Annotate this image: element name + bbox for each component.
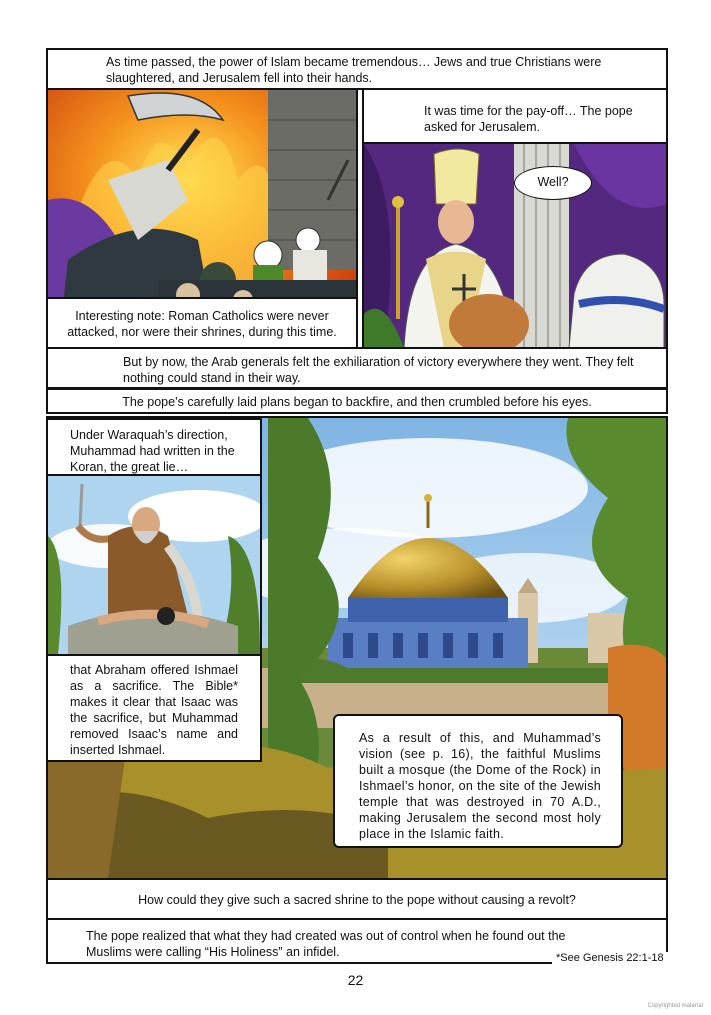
caption-dome: [333, 714, 623, 848]
caption-top: [46, 48, 668, 90]
footnote-text: *See Genesis 22:1-18: [556, 952, 664, 964]
caption-top-text: As time passed, the power of Islam became tremendous… Jews and true Christians were slaughtered, and Jerusalem fell into their hands.: [106, 55, 602, 85]
caption-payoff-text: It was time for the pay-off… The pope asked for Jerusalem.: [424, 104, 633, 134]
speech-bubble-pope: [514, 166, 592, 200]
panel-pope: [362, 142, 668, 350]
caption-generals: [46, 347, 668, 389]
caption-revolt-text: How could they give such a sacred shrine to the pope without causing a revolt?: [138, 893, 576, 907]
caption-payoff: [362, 88, 668, 144]
caption-backfire-text: The pope’s carefully laid plans began to backfire, and then crumbled before his eyes.: [122, 395, 592, 409]
caption-waraquah-text: Under Waraquah’s direction, Muhammad had written in the Koran, the great lie…: [70, 428, 235, 474]
page-number: [0, 972, 711, 988]
footnote: [552, 952, 668, 964]
abraham-illustration: [48, 476, 260, 654]
caption-revolt: [46, 878, 668, 920]
copyright-watermark: [648, 1003, 703, 1009]
caption-generals-text: But by now, the Arab generals felt the exhiliaration of victory everywhere they went. They felt nothing could stand in their way.: [123, 355, 634, 385]
caption-note: [46, 297, 358, 349]
page-number-text: 22: [347, 972, 364, 988]
copyright-text: Copyrighted material: [647, 1003, 703, 1009]
caption-backfire: [46, 388, 668, 414]
speech-pope-text: Well?: [537, 175, 569, 189]
caption-waraquah: [46, 418, 262, 476]
caption-note-text: Interesting note: Roman Catholics were never attacked, nor were their shrines, during this time.: [67, 309, 337, 339]
pope-illustration: [364, 144, 666, 348]
caption-abraham-text: that Abraham offered Ishmael as a sacrifice. The Bible* makes it clear that Isaac was the sacrifice, but Muhammad removed Isaac’s name and inserted Ishmael.: [70, 663, 238, 757]
caption-abraham: [46, 654, 262, 762]
caption-infidel-text: The pope realized that what they had created was out of control when he found out the Muslims were calling “His Holiness” an infidel.: [86, 929, 566, 959]
caption-dome-text: As a result of this, and Muhammad’s vision (see p. 16), the faithful Muslims built a mosque (the Dome of the Rock) in Ishmael’s honor, on the site of the Jewish temple that was destroyed in 70 A.D., making Jerusalem the second most holy place in the Islamic faith.: [359, 731, 601, 841]
panel-abraham: [46, 474, 262, 656]
